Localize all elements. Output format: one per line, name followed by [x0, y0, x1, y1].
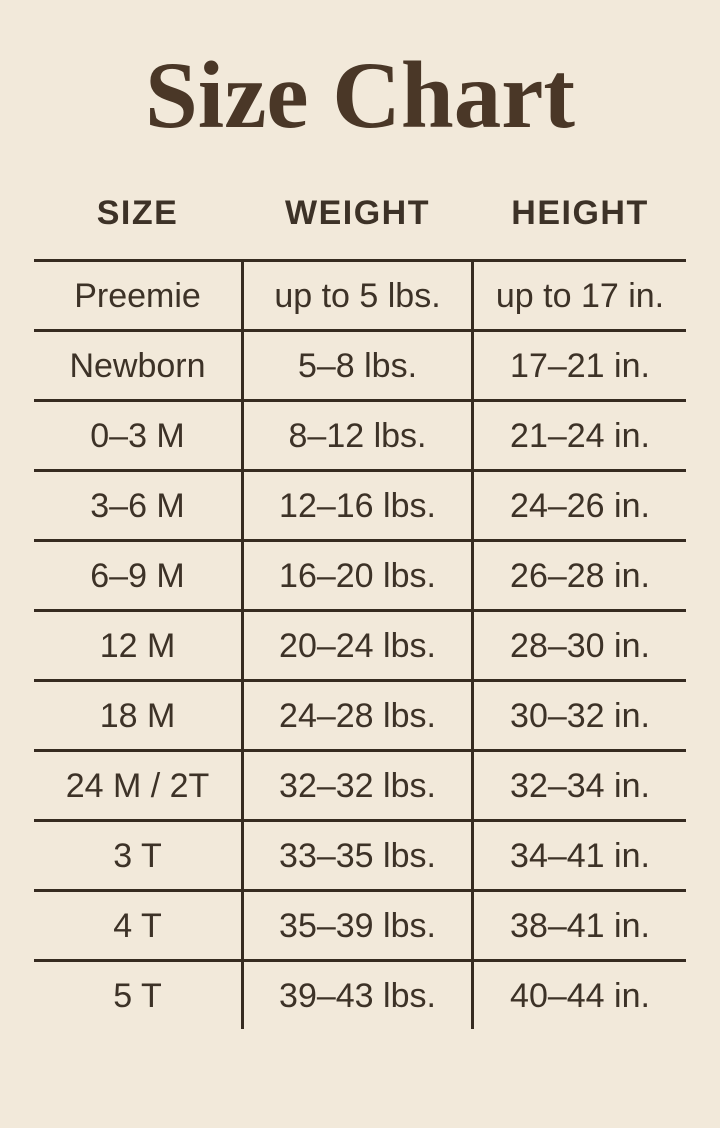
table-cell-height: 26–28 in. [510, 556, 650, 595]
table-row [34, 259, 686, 329]
table-cell-height: 32–34 in. [510, 766, 650, 805]
table-cell-height: 30–32 in. [510, 696, 650, 735]
table-cell-height: 34–41 in. [510, 836, 650, 875]
table-cell-height: 24–26 in. [510, 486, 650, 525]
table-cell-size: 3 T [113, 836, 162, 875]
table-cell-size: 4 T [113, 906, 162, 945]
table-cell-size: 3–6 M [90, 486, 185, 525]
table-cell-weight: 12–16 lbs. [241, 472, 474, 539]
page-title: Size Chart [144, 42, 576, 148]
table-cell-weight: 24–28 lbs. [241, 682, 474, 749]
table-cell-weight: 32–32 lbs. [241, 752, 474, 819]
table-row [34, 679, 686, 749]
column-header-height: HEIGHT [511, 194, 649, 232]
column-header-size: SIZE [96, 194, 179, 232]
size-table-body [34, 259, 686, 1029]
table-cell-weight: 8–12 lbs. [241, 402, 474, 469]
table-cell-height: 17–21 in. [510, 346, 650, 385]
table-cell-height: up to 17 in. [495, 276, 665, 315]
table-row [34, 609, 686, 679]
size-chart-page [0, 42, 720, 1029]
table-header-row [34, 195, 686, 231]
table-cell-size: 18 M [99, 696, 176, 735]
table-row [34, 399, 686, 469]
table-row [34, 749, 686, 819]
table-cell-height: 38–41 in. [510, 906, 650, 945]
table-cell-size: 24 M / 2T [65, 766, 210, 805]
table-cell-height: 40–44 in. [510, 976, 650, 1015]
table-cell-weight: 33–35 lbs. [241, 822, 474, 889]
table-row [34, 329, 686, 399]
table-cell-weight: 5–8 lbs. [241, 332, 474, 399]
table-cell-size: 5 T [113, 976, 162, 1015]
table-cell-size: Preemie [74, 276, 201, 315]
table-cell-size: Newborn [69, 346, 206, 385]
table-cell-size: 6–9 M [90, 556, 185, 595]
table-cell-weight: 35–39 lbs. [241, 892, 474, 959]
table-cell-size: 0–3 M [90, 416, 185, 455]
table-cell-weight: 39–43 lbs. [241, 962, 474, 1029]
table-row [34, 539, 686, 609]
table-row [34, 469, 686, 539]
table-cell-height: 21–24 in. [510, 416, 650, 455]
table-cell-height: 28–30 in. [510, 626, 650, 665]
table-cell-weight: 16–20 lbs. [241, 542, 474, 609]
table-cell-size: 12 M [99, 626, 176, 665]
table-row [34, 819, 686, 889]
table-row [34, 959, 686, 1029]
table-row [34, 889, 686, 959]
table-cell-weight: up to 5 lbs. [241, 262, 474, 329]
column-header-weight: WEIGHT [285, 194, 430, 232]
table-cell-weight: 20–24 lbs. [241, 612, 474, 679]
